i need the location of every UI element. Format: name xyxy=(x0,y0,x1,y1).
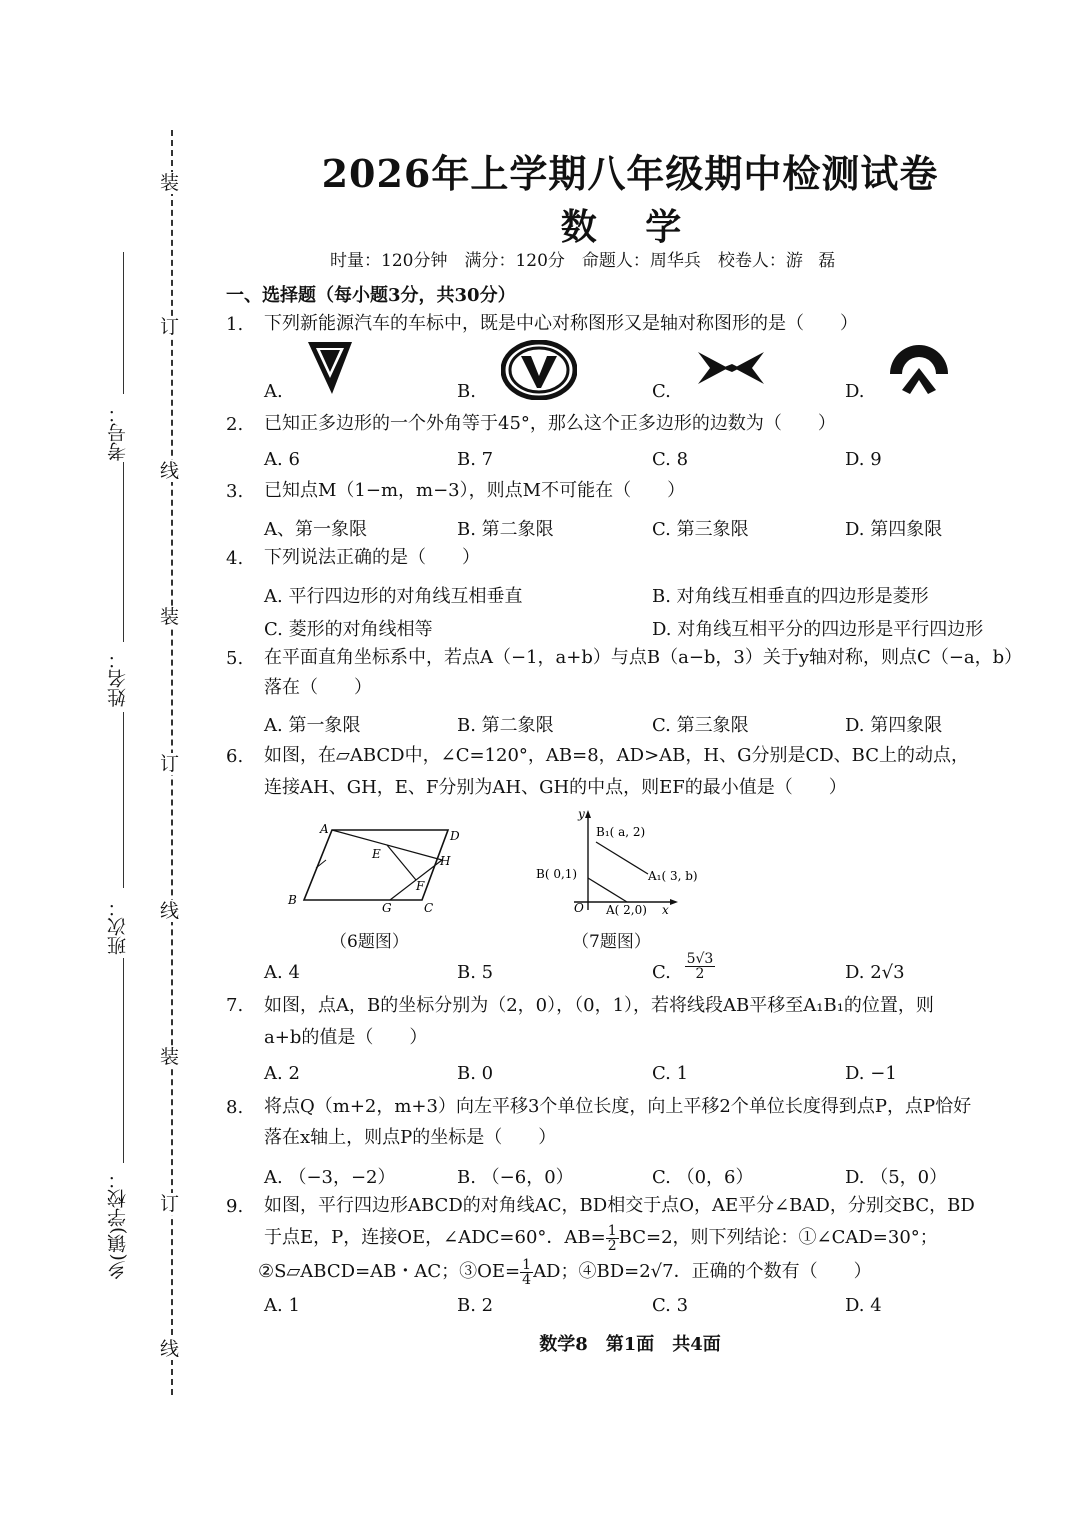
fig6-label-e: E xyxy=(372,847,381,861)
q7-text-line2: a+b的值是（ ） xyxy=(264,1027,428,1048)
q1-number: 1. xyxy=(226,314,244,335)
q7-option-d: D. −1 xyxy=(845,1063,897,1084)
binding-char: 线 xyxy=(160,900,180,922)
q4-option-b: B. 对角线互相垂直的四边形是菱形 xyxy=(652,586,929,607)
q3-option-a: A、第一象限 xyxy=(264,519,367,540)
binding-char: 装 xyxy=(160,1046,180,1068)
class-line xyxy=(123,958,124,1163)
q2-option-d: D. 9 xyxy=(845,449,882,470)
q9-half-fraction xyxy=(606,1224,619,1253)
q7-text-line1: 如图，点A，B的坐标分别为（2，0），（0，1），若将线段AB平移至A₁B₁的位置，则 xyxy=(264,995,934,1016)
q6-c-numerator: 5√3 xyxy=(686,950,714,967)
q2-number: 2. xyxy=(226,414,244,435)
subject-title: 数 学 xyxy=(560,206,700,248)
q9-quarter-fraction xyxy=(520,1258,533,1287)
q8-option-d: D. （5，0） xyxy=(845,1167,948,1188)
q1-option-a: A. xyxy=(264,381,283,402)
q6-option-b: B. 5 xyxy=(457,962,494,983)
q9-option-c: C. 3 xyxy=(652,1295,689,1316)
q9-line2-part2: BC=2，则下列结论：①∠CAD=30°； xyxy=(618,1227,938,1248)
school-label: 乡(镇)学校： xyxy=(107,1170,129,1280)
q3-text: 已知点M（1−m，m−3），则点M不可能在（ ） xyxy=(264,480,686,501)
exam-title: 2026年上学期八年级期中检测试卷 xyxy=(321,151,939,196)
q6-number: 6. xyxy=(226,746,244,767)
q6-option-d: D. 2√3 xyxy=(845,962,905,983)
page-footer: 数学8 第1面 共4面 xyxy=(539,1334,721,1355)
figure-6-parallelogram xyxy=(280,820,470,916)
q4-option-d: D. 对角线互相平分的四边形是平行四边形 xyxy=(652,619,984,640)
q6-option-c-label: C. xyxy=(652,962,671,983)
q4-option-c: C. 菱形的对角线相等 xyxy=(264,619,433,640)
q3-option-c: C. 第三象限 xyxy=(652,519,749,540)
fig6-label-g: G xyxy=(382,901,392,915)
q6-text-line1: 如图，在▱ABCD中，∠C=120°，AB=8，AD>AB，H、G分别是CD、BC上的动点， xyxy=(264,745,970,766)
q1-option-d: D. xyxy=(845,381,865,402)
q5-option-c: C. 第三象限 xyxy=(652,715,749,736)
q6-option-c-fraction xyxy=(685,952,716,981)
fig6-label-c: C xyxy=(424,901,434,915)
q9-text-line1: 如图，平行四边形ABCD的对角线AC，BD相交于点O，AE平分∠BAD，分别交BC，BD xyxy=(264,1195,975,1216)
binding-char: 线 xyxy=(160,460,180,482)
q9-option-b: B. 2 xyxy=(457,1295,494,1316)
q9-half-num: 1 xyxy=(607,1222,617,1239)
q2-option-c: C. 8 xyxy=(652,449,689,470)
q9-option-d: D. 4 xyxy=(845,1295,882,1316)
q6-text-line2: 连接AH、GH，E、F分别为AH、GH的中点，则EF的最小值是（ ） xyxy=(264,777,847,798)
fig7-b-label: B( 0,1) xyxy=(536,867,578,881)
exam-no-label: 考号： xyxy=(107,404,129,461)
car-logo-c-icon xyxy=(696,350,766,386)
fig6-label-b: B xyxy=(288,893,297,907)
q2-option-b: B. 7 xyxy=(457,449,494,470)
q7-option-a: A. 2 xyxy=(264,1063,300,1084)
fig7-b1-label: B₁( a, 2) xyxy=(596,825,646,839)
fig7-y-axis-label: y xyxy=(578,807,585,821)
q8-text-line1: 将点Q（m+2，m+3）向左平移3个单位长度，向上平移2个单位长度得到点P，点P恰好 xyxy=(264,1096,972,1117)
q1-option-b: B. xyxy=(457,381,476,402)
q3-option-d: D. 第四象限 xyxy=(845,519,943,540)
exam-no-line xyxy=(123,252,124,394)
q8-text-line2: 落在x轴上，则点P的坐标是（ ） xyxy=(264,1127,557,1148)
figure-7-caption: （7题图） xyxy=(572,932,651,952)
q9-line2-part1: 于点E，P，连接OE，∠ADC=60°．AB= xyxy=(264,1227,606,1248)
q1-text: 下列新能源汽车的车标中，既是中心对称图形又是轴对称图形的是（ ） xyxy=(264,313,858,334)
exam-meta: 时量：120分钟 满分：120分 命题人：周华兵 校卷人：游 磊 xyxy=(330,251,836,271)
q8-option-a: A. （−3，−2） xyxy=(264,1167,396,1188)
q5-option-b: B. 第二象限 xyxy=(457,715,554,736)
q6-c-denominator: 2 xyxy=(695,965,705,982)
binding-char: 订 xyxy=(160,316,180,338)
exam-no-line-2 xyxy=(123,462,124,642)
car-logo-a-icon xyxy=(306,340,354,396)
car-logo-b-icon xyxy=(501,340,577,400)
q9-text-line2 xyxy=(264,1223,938,1253)
binding-char: 线 xyxy=(160,1338,180,1360)
fig7-x-axis-label: x xyxy=(662,903,669,917)
section-heading: 一、选择题（每小题3分，共30分） xyxy=(226,285,516,306)
q9-line3-part1: ②S▱ABCD=AB・AC；③OE= xyxy=(258,1261,521,1282)
binding-char: 装 xyxy=(160,172,180,194)
q4-number: 4. xyxy=(226,548,244,569)
fig7-origin-label: O xyxy=(574,901,584,915)
q9-half-den: 2 xyxy=(607,1237,617,1254)
binding-char: 订 xyxy=(160,753,180,775)
q7-option-c: C. 1 xyxy=(652,1063,689,1084)
fig6-label-d: D xyxy=(450,829,460,843)
q5-option-d: D. 第四象限 xyxy=(845,715,943,736)
q5-option-a: A. 第一象限 xyxy=(264,715,361,736)
name-line xyxy=(123,712,124,888)
q8-option-b: B. （−6，0） xyxy=(457,1167,574,1188)
q2-text: 已知正多边形的一个外角等于45°，那么这个正多边形的边数为（ ） xyxy=(264,413,836,434)
figure-7-coordinate-plot xyxy=(534,806,704,920)
class-label: 班次： xyxy=(107,898,129,955)
q9-number: 9. xyxy=(226,1196,244,1217)
fig7-a-label: A( 2,0) xyxy=(606,903,647,917)
q4-option-a: A. 平行四边形的对角线互相垂直 xyxy=(264,586,523,607)
q4-text: 下列说法正确的是（ ） xyxy=(264,547,480,568)
q5-text-line1: 在平面直角坐标系中，若点A（−1，a+b）与点B（a−b，3）关于y轴对称，则点C（−a，b） xyxy=(264,647,1023,668)
fig7-a1-label: A₁( 3, b) xyxy=(648,869,698,883)
q9-option-a: A. 1 xyxy=(264,1295,300,1316)
q9-quarter-num: 1 xyxy=(522,1256,532,1273)
q9-line3-part2: AD；④BD=2√7．正确的个数有（ ） xyxy=(533,1261,872,1282)
q9-quarter-den: 4 xyxy=(522,1271,532,1288)
q3-option-b: B. 第二象限 xyxy=(457,519,554,540)
figure-6-caption: （6题图） xyxy=(330,932,409,952)
binding-char: 装 xyxy=(160,606,180,628)
q9-text-line3 xyxy=(258,1257,872,1287)
fig6-label-h: H xyxy=(440,854,451,868)
q5-text-line2: 落在（ ） xyxy=(264,677,372,698)
q8-option-c: C. （0，6） xyxy=(652,1167,754,1188)
name-label: 姓名： xyxy=(107,650,129,707)
q6-option-a: A. 4 xyxy=(264,962,300,983)
fig6-label-f: F xyxy=(416,879,425,893)
q8-number: 8. xyxy=(226,1097,244,1118)
car-logo-d-icon xyxy=(886,344,952,398)
q7-option-b: B. 0 xyxy=(457,1063,494,1084)
q3-number: 3. xyxy=(226,481,244,502)
q2-option-a: A. 6 xyxy=(264,449,300,470)
q1-option-c: C. xyxy=(652,381,671,402)
q6-option-c xyxy=(652,950,715,983)
q5-number: 5. xyxy=(226,648,244,669)
binding-char: 订 xyxy=(160,1193,180,1215)
q7-number: 7. xyxy=(226,995,244,1016)
fig6-label-a: A xyxy=(320,822,329,836)
